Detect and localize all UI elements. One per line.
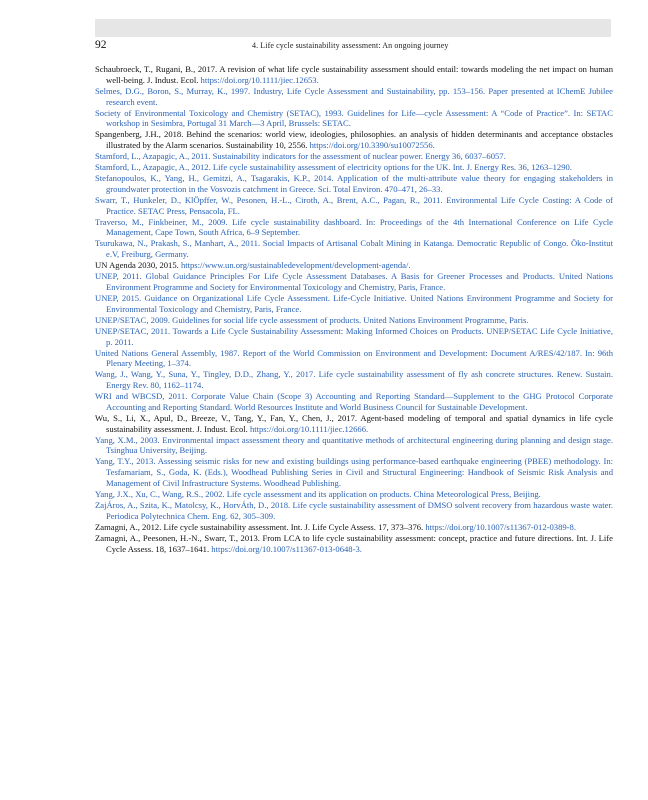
reference-text: Selmes, D.G., Boron, S., Murray, K., 1997. Industry, Life Cycle Assessment and Sustainability, pp. 153–156. Paper presented at IChemE Jubilee research event. [95,85,613,107]
reference-entry [95,260,613,271]
reference-text: UNEP, 2011. Global Guidance Principles For Life Cycle Assessment Databases. A Basis for Greener Processes and Products. United Nations Environment Programme and Society for Environmental Toxicology and Chemistry, Paris, France. [95,271,613,292]
doi-link[interactable]: https://doi.org/10.1007/s11367-013-0648-3. [211,543,362,554]
reference-text: Yang, T.Y., 2013. Assessing seismic risks for new and existing buildings using performance-based earthquake engineering (PBEE) methodology. In: Tesfamariam, S., Goda, K. (Eds.), Woodhead Publishing Series in Civil and Structural Engineering: Handbook of Seismic Risk Analysis and Management of Civil Infrastructure Systems. Woodhead Publishing. [95,456,613,489]
reference-text: United Nations General Assembly, 1987. Report of the World Commission on Environment and Development: Document A/RES/42/187. In: 96th Plenary Meeting, 1–374. [95,347,613,369]
reference-text: WRI and WBCSD, 2011. Corporate Value Chain (Scope 3) Accounting and Reporting Standard—Supplement to the GHG Protocol Corporate Accounting and Reporting Standard. World Resources Institute and World Business Council for Sustainable Development. [95,391,613,412]
reference-text: UNEP, 2015. Guidance on Organizational Life Cycle Assessment. Life-Cycle Initiative. United Nations Environment Programme and Society for Environmental Toxicology and Chemistry, Paris, France. [95,292,613,314]
doi-link[interactable]: https://www.un.org/sustainabledevelopment/development-agenda/. [180,260,411,271]
reference-entry [95,500,613,522]
reference-text: Stefanopoulos, K., Yang, H., Gemitzi, A., Tsagarakis, K.P., 2014. Application of the multi-attribute value theory for engaging stakeholders in groundwater protection in the Vosvozis catchment in Greece. Sci. Total Environ. 470–471, 26–33. [95,173,613,194]
reference-text: Schaubroeck, T., Rugani, B., 2017. A revision of what life cycle sustainability assessment should entail: towards modeling the net impact on human well-being. J. Indust. Ecol. [95,64,613,85]
reference-text: Zamagni, A., 2012. Life cycle sustainability assessment. Int. J. Life Cycle Assess. 17, 373–376. [95,521,426,532]
page-header [95,39,611,55]
reference-text: Stamford, L., Azapagic, A., 2012. Life cycle sustainability assessment of electricity options for the UK. Int. J. Energy Res. 36, 1263–1290. [95,162,572,173]
reference-text: UNEP/SETAC, 2009. Guidelines for social life cycle assessment of products. United Nations Environment Programme, Paris. [95,314,529,325]
reference-text: UNEP/SETAC, 2011. Towards a Life Cycle Sustainability Assessment: Making Informed Choices on Products. UNEP/SETAC Life Cycle Initiative, p. 2011. [95,325,613,347]
reference-entry [95,271,613,293]
reference-entry [95,162,613,173]
reference-list [95,64,613,555]
doi-link[interactable]: https://doi.org/10.1007/s11367-012-0389-8. [425,521,576,532]
reference-text: Society of Environmental Toxicology and Chemistry (SETAC), 1993. Guidelines for Life—cycle Assessment: A “Code of Practice”. In: SETAC workshop in Sesimbra, Portugal 31 March—3 April, Brussels: SETAC. [95,107,613,129]
reference-entry [95,348,613,370]
reference-text: Yang, X.M., 2003. Environmental impact assessment theory and quantitative methods of architectural engineering during planning and design stage. Tsinghua University, Beijing. [95,434,613,456]
reference-text: UN Agenda 2030, 2015. [95,260,181,271]
reference-text: Yang, J.X., Xu, C., Wang, R.S., 2002. Life cycle assessment and its application on products. China Meteorological Press, Beijing. [95,489,541,500]
reference-entry [95,435,613,457]
reference-text: Swarr, T., Hunkeler, D., KlÖpffer, W., Pesonen, H.-L., Ciroth, A., Brent, A.C., Pagan, R., 2011. Environmental Life Cycle Costing: A Code of Practice. SETAC Press, Pensacola, FL. [95,194,613,216]
reference-entry [95,489,613,500]
reference-entry [95,391,613,413]
reference-text: Traverso, M., Finkbeiner, M., 2009. Life cycle sustainability dashboard. In: Proceedings of the 4th International Conference on Life Cycle Management, Cape Town, South Africa, 6–9 September. [95,216,613,238]
reference-entry [95,86,613,108]
reference-entry [95,315,613,326]
reference-entry [95,238,613,260]
reference-entry [95,64,613,86]
reference-text: Tsurukawa, N., Prakash, S., Manhart, A., 2011. Social Impacts of Artisanal Cobalt Mining in Katanga. Democratic Republic of Congo. Öko-Institut e.V, Freiburg, Germany. [95,238,613,260]
reference-text: Stamford, L., Azapagic, A., 2011. Sustainability indicators for the assessment of nuclear power. Energy 36, 6037–6057. [95,151,506,162]
running-title: 4. Life cycle sustainability assessment: An ongoing journey [252,41,449,50]
reference-text: Wang, J., Wang, Y., Suna, Y., Tingley, D.D., Zhang, Y., 2017. Life cycle sustainability assessment of fly ash concrete structures. Renew. Sustain. Energy Rev. 80, 1162–1174. [95,369,613,391]
reference-entry [95,173,613,195]
reference-entry [95,369,613,391]
doi-link[interactable]: https://doi.org/10.1111/jiec.12666. [249,423,369,434]
reference-entry [95,217,613,239]
doi-link[interactable]: https://doi.org/10.3390/su10072556. [309,140,435,151]
reference-entry [95,326,613,348]
reference-text: ZajÁros, A., Szita, K., Matolcsy, K., HorvÁth, D., 2018. Life cycle sustainability assessment of DMSO solvent recovery from hazardous waste water. Periodica Polytechnica Chem. Eng. 62, 305–309. [95,500,613,521]
reference-entry [95,522,613,533]
page-number: 92 [95,39,107,51]
reference-entry [95,108,613,130]
reference-entry [95,533,613,555]
doi-link[interactable]: https://doi.org/10.1111/jiec.12653. [200,74,319,85]
reference-entry [95,293,613,315]
header-band [95,19,611,37]
reference-text: Zamagni, A., Peesonen, H.-N., Swarr, T., 2013. From LCA to life cycle sustainability assessment: concept, practice and future directions. Int. J. Life Cycle Assess. 18, 1637–1641. [95,532,613,554]
reference-entry [95,413,613,435]
reference-entry [95,129,613,151]
reference-text: Wu, S., Li, X., Apul, D., Breeze, V., Tang, Y., Fan, Y., Chen, J., 2017. Agent-based modeling of temporal and spatial dynamics in life cycle sustainability assessment. J. Indust. Ecol. [95,412,613,434]
reference-entry [95,456,613,488]
reference-entry [95,195,613,217]
reference-text: Spangenberg, J.H., 2018. Behind the scenarios: world view, ideologies, philosophies. an analysis of hidden determinants and acceptance obstacles illustrated by the Alarm scenarios. Sustainability 10, 2556. [95,129,613,151]
reference-entry [95,151,613,162]
